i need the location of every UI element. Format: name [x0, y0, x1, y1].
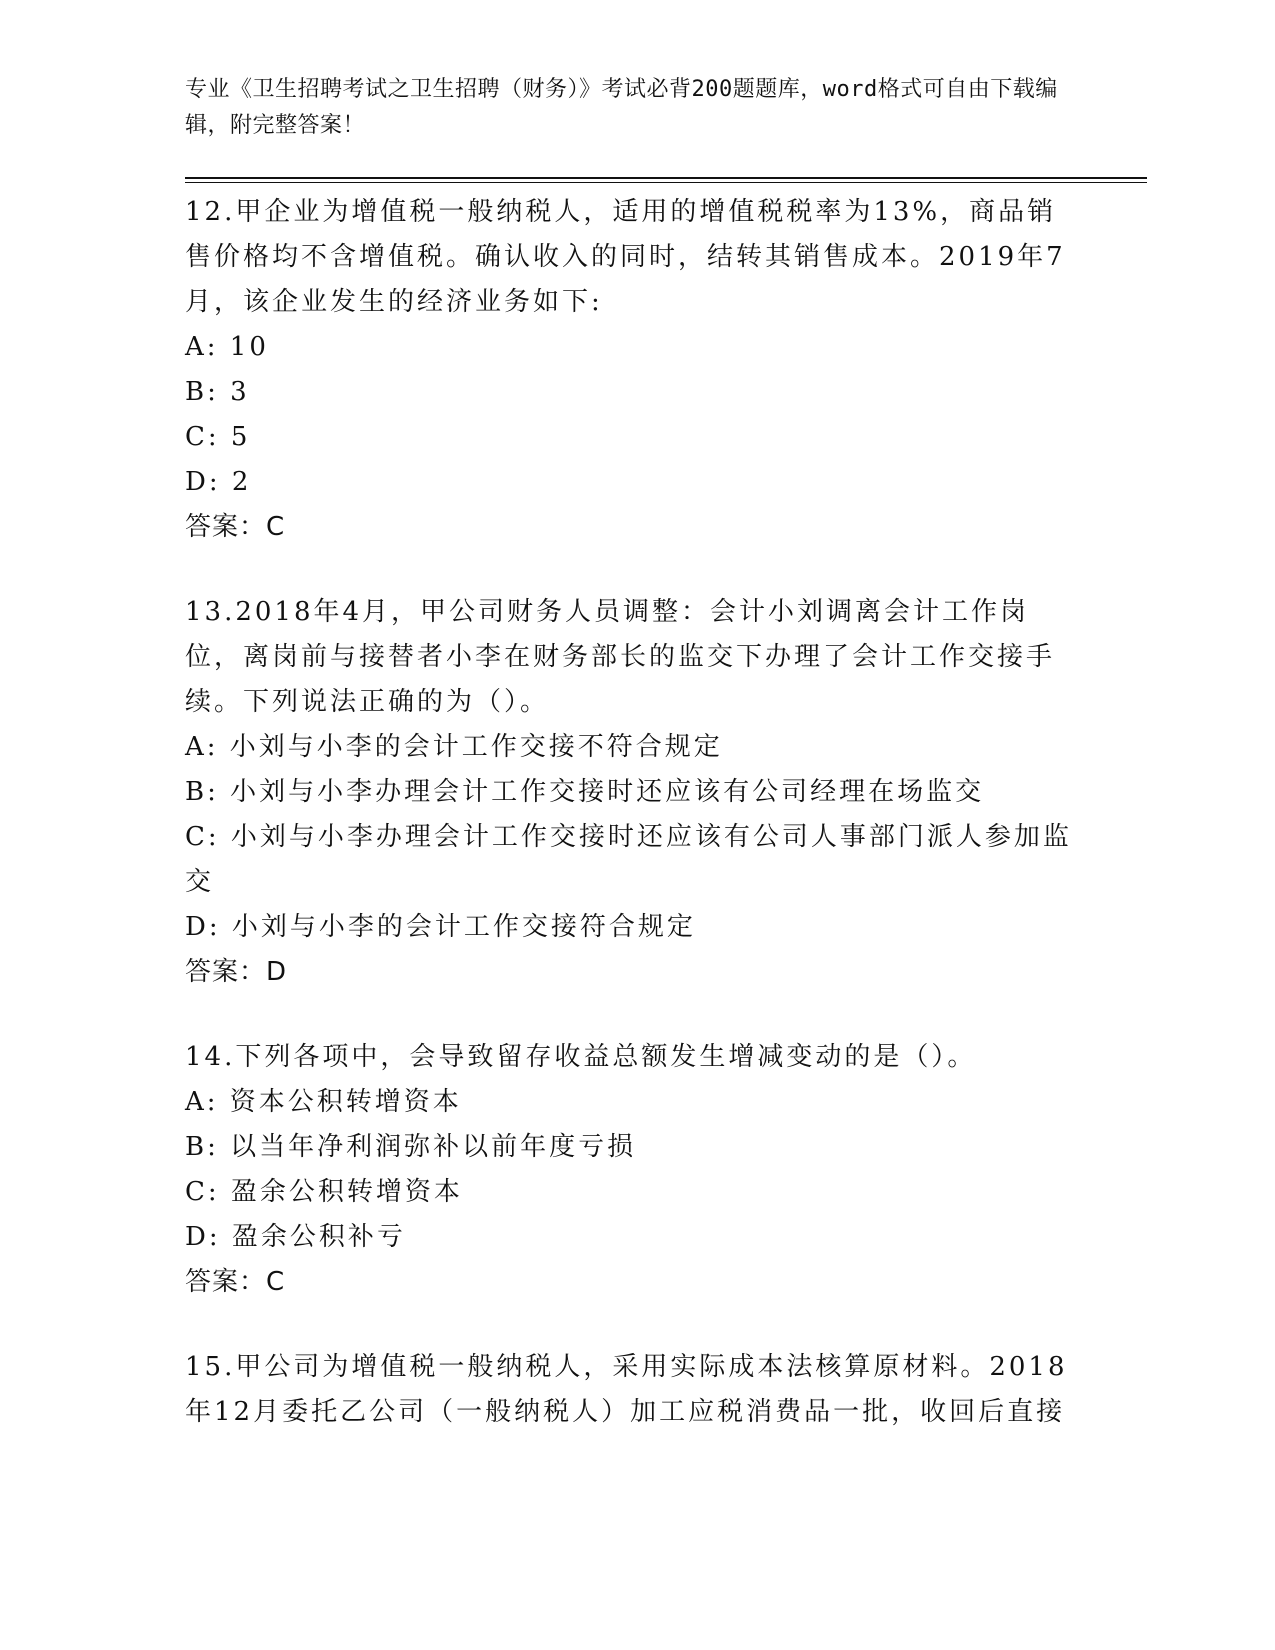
- option-d: D: 2: [185, 467, 252, 497]
- option-b: B: 以当年净利润弥补以前年度亏损: [185, 1132, 637, 1162]
- question-14: [185, 1035, 1085, 1305]
- question-stem: 12.甲企业为增值税一般纳税人，适用的增值税税率为13%，商品销售价格均不含增值税。确认收入的同时，结转其销售成本。2019年7月，该企业发生的经济业务如下:: [185, 197, 1066, 317]
- question-15: [185, 1345, 1085, 1435]
- option-c: C: 5: [185, 422, 251, 452]
- question-stem: 14.下列各项中，会导致留存收益总额发生增减变动的是（）。: [185, 1042, 977, 1072]
- option-a: A: 小刘与小李的会计工作交接不符合规定: [185, 732, 723, 762]
- answer: 答案：C: [185, 512, 286, 542]
- option-a: A: 资本公积转增资本: [185, 1087, 462, 1117]
- question-stem: 13.2018年4月，甲公司财务人员调整：会计小刘调离会计工作岗位，离岗前与接替者小李在财务部长的监交下办理了会计工作交接手续。下列说法正确的为（）。: [185, 597, 1056, 717]
- answer: 答案：D: [185, 957, 288, 987]
- option-d: D: 盈余公积补亏: [185, 1222, 406, 1252]
- question-list: [185, 190, 1085, 1475]
- document-header: 专业《卫生招聘考试之卫生招聘（财务）》考试必背200题题库，word格式可自由下载编辑，附完整答案！: [185, 77, 1058, 138]
- header-rule-thick: [185, 177, 1147, 179]
- answer: 答案：C: [185, 1267, 286, 1297]
- question-12: [185, 190, 1085, 550]
- option-b: B: 小刘与小李办理会计工作交接时还应该有公司经理在场监交: [185, 777, 985, 807]
- option-c: C: 小刘与小李办理会计工作交接时还应该有公司人事部门派人参加监交: [185, 822, 1072, 897]
- header-rule-thin: [185, 182, 1147, 183]
- question-stem: 15.甲公司为增值税一般纳税人，采用实际成本法核算原材料。2018年12月委托乙公司（一般纳税人）加工应税消费品一批，收回后直接: [185, 1352, 1068, 1427]
- option-a: A: 10: [185, 332, 269, 362]
- question-13: [185, 590, 1085, 995]
- option-b: B: 3: [185, 377, 250, 407]
- option-c: C: 盈余公积转增资本: [185, 1177, 463, 1207]
- option-d: D: 小刘与小李的会计工作交接符合规定: [185, 912, 696, 942]
